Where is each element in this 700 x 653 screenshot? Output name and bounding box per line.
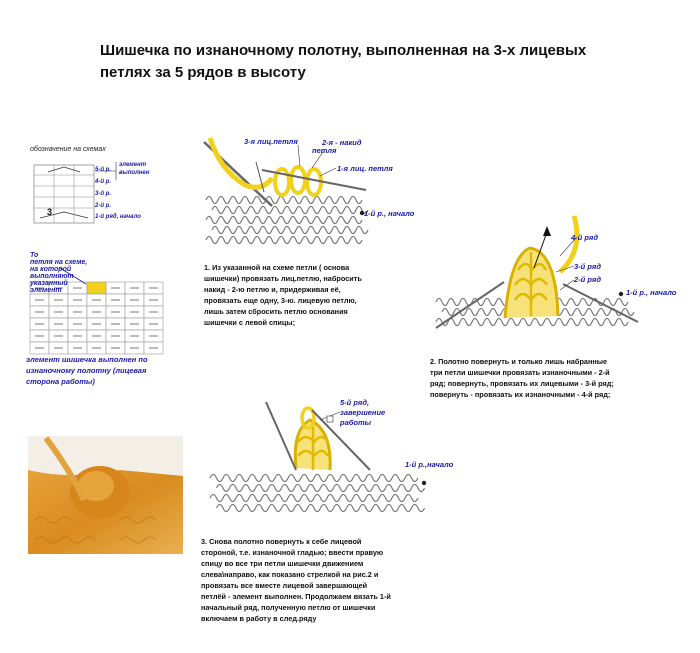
title-line-2: петлях за 5 рядов в высоту: [100, 64, 306, 81]
fabric-stitch: [284, 226, 296, 233]
fig2-instruction-line: повернуть - провязать их изнаночными - 4-й ряд;: [430, 390, 611, 399]
fabric-stitch: [448, 298, 460, 305]
fabric-stitch: [347, 504, 360, 511]
fig1-label-row-start: 1-й р., начало: [364, 209, 415, 218]
fig1-instruction-line: шишечки) провязать лиц.петлю, набросить: [204, 274, 362, 283]
fabric-stitch: [266, 236, 278, 243]
fabric-stitch: [314, 196, 326, 203]
fig1-instruction-line: лишь затем сбросить петлю основания: [204, 307, 348, 316]
fabric-stitch: [210, 494, 223, 501]
fabric-stitch: [326, 216, 338, 223]
fabric-stitch: [592, 318, 604, 325]
fabric-stitch: [301, 474, 314, 481]
fabric-stitch: [295, 504, 308, 511]
chart-note-line: на которой: [30, 266, 72, 273]
fabric-stitch: [353, 494, 366, 501]
fabric-stitch: [496, 318, 508, 325]
fig1-instruction-line: 1. Из указанной на схеме петли ( основа: [204, 263, 350, 272]
fig1-label-3rd-loop: 3-я лиц.петля: [244, 137, 298, 146]
fabric-stitch: [206, 196, 218, 203]
fabric-stitch: [350, 196, 362, 203]
fabric-stitch: [256, 504, 269, 511]
fig3-instruction-line: стороной, т.е. изнаночной гладью; ввести правую: [201, 548, 384, 557]
fabric-stitch: [616, 318, 628, 325]
fabric-stitch: [604, 298, 616, 305]
fabric-stitch: [236, 494, 249, 501]
chart-note-line: петля на схеме,: [30, 259, 88, 266]
legend-row-4: 4-й р.: [95, 179, 111, 185]
fabric-stitch: [210, 474, 223, 481]
fabric-stitch: [332, 226, 344, 233]
fig3-instruction-line: петлёй - элемент выполнен. Продолжаем вязать 1-й: [201, 592, 391, 601]
legend-element-label-2: выполнен: [119, 170, 150, 176]
fabric-stitch: [301, 494, 314, 501]
fabric-stitch: [230, 504, 243, 511]
fig2-label-row-2: 2-й ряд: [574, 275, 601, 284]
title-line-1: Шишечка по изнаночному полотну, выполненная на 3-х лицевых: [100, 42, 587, 59]
fabric-stitch: [278, 196, 290, 203]
fabric-stitch: [254, 216, 266, 223]
legend-row-3: 3-й р.: [95, 191, 111, 197]
fabric-stitch: [326, 236, 338, 243]
fabric-stitch: [338, 196, 350, 203]
fabric-stitch: [460, 318, 472, 325]
left-caption-line: элемент шишечка выполнен по: [26, 355, 148, 364]
fabric-stitch: [275, 494, 288, 501]
fabric-stitch: [466, 308, 478, 315]
fig3-label-row-start: 1-й р.,начало: [405, 460, 454, 469]
fabric-stitch: [248, 226, 260, 233]
fabric-stitch: [350, 216, 362, 223]
fabric-stitch: [484, 318, 496, 325]
fabric-stitch: [338, 236, 350, 243]
fabric-stitch: [436, 298, 448, 305]
fabric-stitch: [269, 504, 282, 511]
fabric-stitch: [217, 484, 230, 491]
fig1-label-loop: петля: [312, 146, 337, 155]
fabric-stitch: [574, 308, 586, 315]
fabric-stitch: [353, 474, 366, 481]
fabric-stitch: [321, 504, 334, 511]
fabric-stitch: [379, 494, 392, 501]
fabric-stitch: [272, 226, 284, 233]
fabric-stitch: [272, 206, 284, 213]
fabric-stitch: [282, 484, 295, 491]
fig3-label-line: работы: [340, 418, 372, 427]
fig1-instruction-line: накид - 2-ю петлю и, придерживая её,: [204, 285, 341, 294]
fig1-label-1st-loop: 1-я лиц. петля: [337, 164, 393, 173]
left-caption: [26, 354, 148, 387]
fabric-stitch: [326, 196, 338, 203]
left-caption-line: изнаночному полотну (лицевая: [26, 366, 147, 375]
fig3-instruction-line: начальный ряд, полученную петлю от шишечки: [201, 603, 376, 612]
fabric-stitch: [249, 474, 262, 481]
fabric-stitch: [405, 474, 418, 481]
fabric-stitch: [223, 474, 236, 481]
fabric-stitch: [308, 504, 321, 511]
fabric-stitch: [604, 318, 616, 325]
fabric-stitch: [249, 494, 262, 501]
fabric-stitch: [490, 308, 502, 315]
fabric-stitch: [290, 216, 302, 223]
fabric-stitch: [478, 308, 490, 315]
fabric-stitch: [266, 216, 278, 223]
fig2-instructions: [430, 356, 614, 400]
page-title: [100, 40, 660, 84]
fabric-stitch: [212, 226, 224, 233]
knitted-sample-photo: [28, 436, 183, 554]
fabric-stitch: [314, 236, 326, 243]
fig3-label-line: завершение: [340, 408, 386, 417]
fig2-label-row-4: 4-й ряд: [571, 233, 598, 242]
fabric-stitch: [321, 484, 334, 491]
fabric-stitch: [206, 236, 218, 243]
chart-note-line: выполняют: [30, 273, 74, 280]
fabric-stitch: [544, 318, 556, 325]
fabric-stitch: [556, 318, 568, 325]
fabric-stitch: [340, 494, 353, 501]
fabric-stitch: [366, 474, 379, 481]
fabric-stitch: [295, 484, 308, 491]
fabric-stitch: [224, 226, 236, 233]
fabric-stitch: [230, 216, 242, 223]
fabric-stitch: [308, 484, 321, 491]
fabric-stitch: [356, 226, 368, 233]
fabric-stitch: [262, 494, 275, 501]
fabric-stitch: [580, 318, 592, 325]
fabric-stitch: [405, 494, 418, 501]
fabric-stitch: [379, 474, 392, 481]
chart-note-line: указанный: [30, 280, 68, 287]
fabric-stitch: [568, 298, 580, 305]
fig3-instruction-line: провязать все вместе лицевой завершающей: [201, 581, 368, 590]
fabric-stitch: [290, 236, 302, 243]
fabric-stitch: [278, 216, 290, 223]
fabric-stitch: [360, 504, 373, 511]
fabric-stitch: [206, 216, 218, 223]
fabric-stitch: [230, 484, 243, 491]
fabric-stitch: [242, 196, 254, 203]
fig3-instruction-line: включаем в работу в след.ряду: [201, 614, 317, 623]
fabric-stitch: [320, 226, 332, 233]
legend-element-label: [119, 161, 149, 177]
fabric-stitch: [230, 236, 242, 243]
fig3-instruction-line: слева\направо, как показано стрелкой на рис.2 и: [201, 570, 379, 579]
fabric-stitch: [520, 318, 532, 325]
fabric-stitch: [275, 474, 288, 481]
fabric-stitch: [616, 298, 628, 305]
fabric-stitch: [366, 494, 379, 501]
fabric-stitch: [399, 504, 412, 511]
fig3-label-row-5: [340, 398, 385, 428]
fabric-stitch: [598, 308, 610, 315]
fabric-stitch: [386, 484, 399, 491]
fabric-stitch: [327, 494, 340, 501]
fig2-instruction-line: 2. Полотно повернуть и только лишь набранные: [430, 357, 608, 366]
fabric-stitch: [392, 474, 405, 481]
legend-row-5: 5-й р.: [95, 167, 111, 173]
fabric-stitch: [290, 196, 302, 203]
fabric-stitch: [484, 298, 496, 305]
legend-heading: обозначение на схемах: [30, 146, 106, 153]
fabric-stitch: [508, 318, 520, 325]
fabric-stitch: [223, 494, 236, 501]
fabric-stitch: [236, 474, 249, 481]
legend-row-1: 1-й ряд, начало: [95, 214, 141, 220]
fabric-stitch: [262, 474, 275, 481]
fabric-stitch: [334, 484, 347, 491]
fabric-stitch: [344, 226, 356, 233]
fabric-stitch: [302, 236, 314, 243]
fabric-stitch: [586, 308, 598, 315]
fabric-stitch: [412, 484, 425, 491]
fabric-stitch: [568, 318, 580, 325]
fig1-instruction-line: шишечки с левой спицы;: [204, 318, 296, 327]
fabric-stitch: [242, 216, 254, 223]
chart-note-line: элемент: [30, 287, 62, 294]
left-caption-line: сторона работы): [26, 377, 95, 386]
fabric-stitch: [332, 206, 344, 213]
fabric-stitch: [327, 474, 340, 481]
fabric-stitch: [256, 484, 269, 491]
fabric-stitch: [334, 504, 347, 511]
fabric-stitch: [230, 196, 242, 203]
fabric-stitch: [350, 236, 362, 243]
fabric-stitch: [242, 236, 254, 243]
fig3-instruction-line: спицу во все три петли шишечки движением: [201, 559, 364, 568]
fabric-stitch: [296, 206, 308, 213]
fig1-instructions: [204, 262, 362, 328]
fabric-stitch: [360, 484, 373, 491]
fabric-stitch: [282, 504, 295, 511]
fabric-stitch: [243, 504, 256, 511]
figure-1-drawing: [204, 138, 368, 244]
figure-2-drawing: [436, 216, 638, 328]
fabric-stitch: [412, 504, 425, 511]
fabric-stitch: [314, 216, 326, 223]
fabric-stitch: [296, 226, 308, 233]
fabric-stitch: [248, 206, 260, 213]
fabric-stitch: [340, 474, 353, 481]
fabric-stitch: [344, 206, 356, 213]
fabric-stitch: [472, 318, 484, 325]
fig1-instruction-line: провязать еще одну, 3-ю. лицевую петлю,: [204, 296, 357, 305]
fabric-stitch: [260, 226, 272, 233]
fabric-stitch: [260, 206, 272, 213]
chart-highlight-cell: [87, 282, 106, 294]
fabric-stitch: [373, 504, 386, 511]
fabric-stitch: [288, 474, 301, 481]
fabric-stitch: [243, 484, 256, 491]
chart-note: [30, 252, 87, 294]
fabric-stitch: [288, 494, 301, 501]
fabric-stitch: [236, 206, 248, 213]
fabric-stitch: [562, 308, 574, 315]
fabric-stitch: [442, 308, 454, 315]
fabric-stitch: [308, 206, 320, 213]
fabric-stitch: [212, 206, 224, 213]
fabric-stitch: [302, 216, 314, 223]
fabric-stitch: [218, 196, 230, 203]
fig2-instruction-line: три петли шишечки провязать изнаночными - 2-й: [430, 368, 610, 377]
fabric-stitch: [224, 206, 236, 213]
fabric-stitch: [399, 484, 412, 491]
fabric-stitch: [338, 216, 350, 223]
fabric-stitch: [308, 226, 320, 233]
fabric-stitch: [314, 474, 327, 481]
fabric-stitch: [580, 298, 592, 305]
fabric-stitch: [254, 236, 266, 243]
fabric-stitch: [320, 206, 332, 213]
fabric-stitch: [269, 484, 282, 491]
fabric-stitch: [314, 494, 327, 501]
fabric-stitch: [217, 504, 230, 511]
fabric-stitch: [392, 494, 405, 501]
fabric-stitch: [236, 226, 248, 233]
fig2-instruction-line: ряд; повернуть, провязать их лицевыми - 3-й ряд;: [430, 379, 614, 388]
fabric-stitch: [284, 206, 296, 213]
fabric-stitch: [218, 236, 230, 243]
fabric-stitch: [218, 216, 230, 223]
fabric-stitch: [347, 484, 360, 491]
fig3-label-line: 5-й ряд,: [340, 398, 370, 407]
fig2-label-row-start: 1-й р., начало: [626, 288, 677, 297]
fig3-instructions: [201, 536, 391, 624]
fabric-stitch: [532, 318, 544, 325]
legend-row-2: 2-й р.: [95, 203, 111, 209]
legend-number: 3: [47, 207, 53, 217]
chart-note-line: То: [30, 252, 39, 259]
figure-3-drawing: [210, 402, 426, 512]
fabric-stitch: [386, 504, 399, 511]
fig1-label-2nd-yarnover: 2-я - накид: [322, 138, 362, 147]
fig2-label-row-3: 3-й ряд: [574, 262, 601, 271]
fig3-instruction-line: 3. Снова полотно повернуть к себе лицевой: [201, 537, 362, 546]
fabric-stitch: [278, 236, 290, 243]
fabric-stitch: [373, 484, 386, 491]
legend-element-label-1: элемент: [119, 162, 147, 168]
fabric-stitch: [302, 196, 314, 203]
